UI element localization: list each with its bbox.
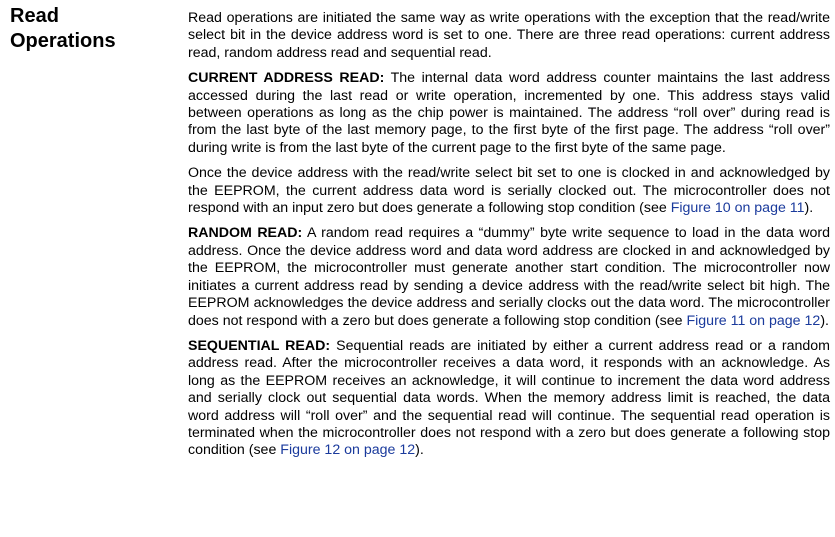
- sequential-read-paragraph: [188, 338, 830, 460]
- intro-text: Read operations are initiated the same way as write operations with the exception that the read/write select bit in the device address word is set to one. There are three read operations: current address read, random address read and sequential read.: [188, 10, 830, 61]
- section-heading-line-1: Read: [10, 5, 59, 27]
- sequential-read-end: ).: [415, 442, 424, 459]
- random-read-term: RANDOM READ:: [188, 225, 303, 242]
- sequential-read-text: Sequential reads are initiated by either a current address read or a random address read. After the microcontroller receives a data word, it responds with an acknowledge. As long as the EEPROM receives an acknowledge, it will continue to increment the data word address and serially clock out sequential data words. When the memory address limit is reached, the data word address will “roll over” and the sequential read will continue. The sequential read operation is terminated when the microcontroller does not respond with a zero but does generate a following stop condition (see: [188, 337, 830, 459]
- random-read-text: A random read requires a “dummy” byte write sequence to load in the data word address. Once the device address word and data word address are clocked in and acknowledged by the EEPROM, the microcontroller must generate another start condition. The microcontroller now initiates a current address read by sending a device address with the read/write select bit high. The EEPROM acknowledges the device address and serially clocks out the data word. The microcontroller does not respond with a zero but does generate a following stop condition (see: [188, 225, 830, 329]
- figure-10-link[interactable]: Figure 10 on page 11: [670, 200, 805, 217]
- sequential-read-term: SEQUENTIAL READ:: [188, 337, 331, 354]
- intro-paragraph: [188, 10, 830, 62]
- clock-out-text: Once the device address with the read/write select bit set to one is clocked in and acknowledged by the EEPROM, the current address data word is serially clocked out. The microcontroller does not respond with an input zero but does generate a following stop condition (see: [188, 165, 830, 217]
- clock-out-end: ).: [804, 200, 814, 217]
- current-address-read-term: CURRENT ADDRESS READ:: [188, 70, 385, 87]
- figure-12-link[interactable]: Figure 12 on page 12: [280, 442, 416, 459]
- current-address-read-paragraph: [188, 70, 830, 157]
- section-body: [188, 10, 830, 468]
- section-heading: [10, 4, 170, 54]
- random-read-end: ).: [820, 312, 829, 329]
- current-address-read-text: The internal data word address counter maintains the last address accessed during the last read or write operation, incremented by one. This address stays valid between operations as long as the chip power is maintained. The address “roll over” during read is from the last byte of the last memory page, to the first byte of the first page. The address “roll over” during write is from the last byte of the current page to the first byte of the same page.: [188, 70, 830, 156]
- section-heading-line-2: Operations: [10, 30, 116, 52]
- random-read-paragraph: [188, 225, 830, 329]
- figure-11-link[interactable]: Figure 11 on page 12: [686, 312, 821, 329]
- clock-out-paragraph: [188, 165, 830, 217]
